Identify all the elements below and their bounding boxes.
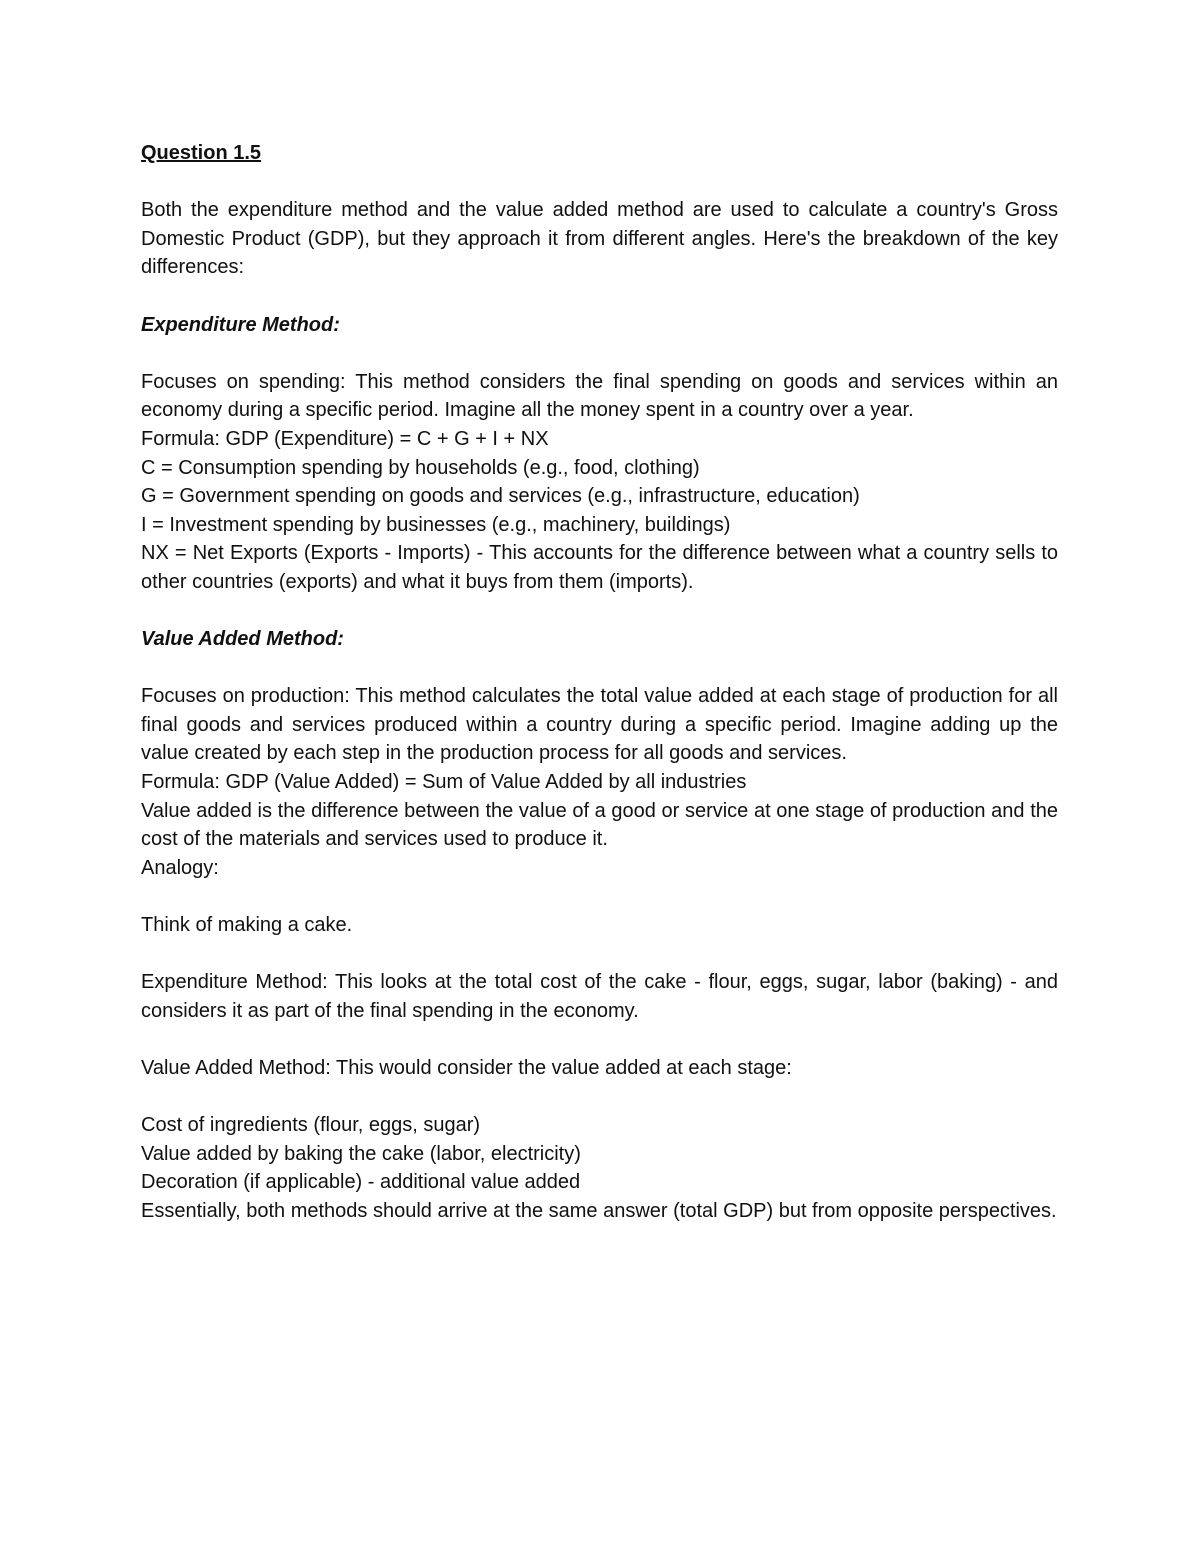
analogy-step-ingredients: Cost of ingredients (flour, eggs, sugar): [141, 1114, 481, 1137]
expenditure-heading: Expenditure Method:: [141, 313, 340, 336]
intro-paragraph: Both the expenditure method and the value added method are used to calculate a country's Gross Domestic Product (GDP), but they approach it from different angles. Here's the breakdown of the key differences:: [141, 199, 1058, 279]
analogy-step-baking: Value added by baking the cake (labor, electricity): [141, 1142, 581, 1165]
expenditure-formula: Formula: GDP (Expenditure) = C + G + I + NX: [141, 427, 549, 450]
investment-definition: I = Investment spending by businesses (e.g., machinery, buildings): [141, 513, 731, 536]
analogy-label: Analogy:: [141, 856, 219, 879]
government-definition: G = Government spending on goods and services (e.g., infrastructure, education): [141, 485, 860, 508]
analogy-intro: Think of making a cake.: [141, 914, 353, 937]
document-page: [141, 139, 1058, 1226]
conclusion-paragraph: Essentially, both methods should arrive at the same answer (total GDP) but from opposite perspectives.: [141, 1199, 1057, 1222]
net-exports-definition: NX = Net Exports (Exports - Imports) - This accounts for the difference between what a country sells to other countries (exports) and what it buys from them (imports).: [141, 542, 1058, 593]
expenditure-focus-paragraph: Focuses on spending: This method considers the final spending on goods and services within an economy during a specific period. Imagine all the money spent in a country over a year.: [141, 370, 1058, 422]
value-added-heading: Value Added Method:: [141, 628, 344, 651]
consumption-definition: C = Consumption spending by households (e.g., food, clothing): [141, 456, 700, 479]
value-added-definition: Value added is the difference between the value of a good or service at one stage of production and the cost of the materials and services used to produce it.: [141, 799, 1058, 851]
question-title: Question 1.5: [141, 142, 262, 164]
analogy-expenditure: Expenditure Method: This looks at the total cost of the cake - flour, eggs, sugar, labor (baking) - and considers it as part of the final spending in the economy.: [141, 971, 1058, 1022]
analogy-step-decoration: Decoration (if applicable) - additional value added: [141, 1171, 581, 1194]
analogy-value-added: Value Added Method: This would consider the value added at each stage:: [141, 1057, 792, 1079]
value-added-formula: Formula: GDP (Value Added) = Sum of Value Added by all industries: [141, 771, 747, 794]
value-added-focus-paragraph: Focuses on production: This method calculates the total value added at each stage of production for all final goods and services produced within a country during a specific period. Imagine adding up the value created by each step in the production process for all goods and services.: [141, 685, 1058, 765]
